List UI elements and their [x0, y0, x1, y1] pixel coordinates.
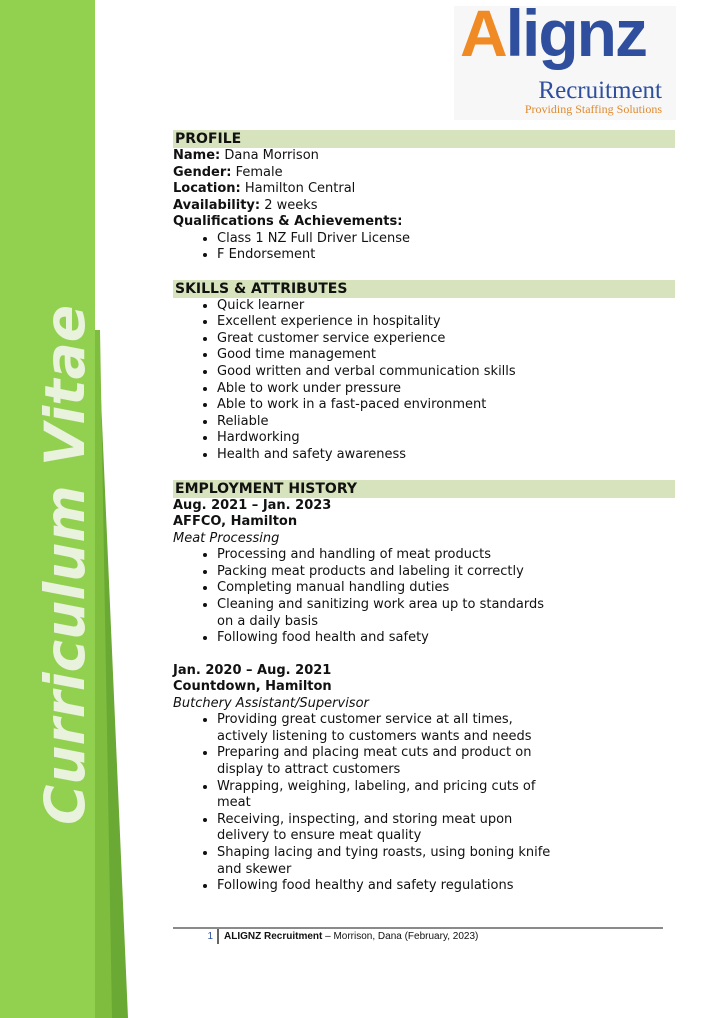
list-item: • Great customer service experience	[217, 331, 675, 348]
job-entry	[173, 663, 675, 895]
skills-heading: SKILLS & ATTRIBUTES	[173, 280, 675, 298]
list-item: • Following food health and safety	[217, 630, 557, 647]
list-item: • Providing great customer service at all times, actively listening to customers wants and needs	[217, 712, 557, 745]
profile-field: Name: Dana Morrison	[173, 148, 319, 163]
page-footer	[173, 929, 663, 945]
profile-fields	[173, 148, 675, 264]
employment-heading: EMPLOYMENT HISTORY	[173, 480, 675, 498]
page-number: 1	[207, 931, 213, 942]
list-item: • Reliable	[217, 414, 675, 431]
list-item: • Receiving, inspecting, and storing meat upon delivery to ensure meat quality	[217, 812, 557, 845]
logo-wordmark: Alignz	[460, 0, 646, 70]
profile-field: Gender: Female	[173, 164, 283, 180]
profile-field: Availability: 2 weeks	[173, 197, 318, 213]
list-item: • Health and safety awareness	[217, 447, 675, 464]
job-role: Butchery Assistant/Supervisor	[173, 695, 369, 711]
list-item: • Following food healthy and safety regulations	[217, 878, 557, 895]
job-employer: AFFCO, Hamilton	[173, 514, 298, 530]
job-dates: Jan. 2020 – Aug. 2021	[173, 662, 332, 678]
logo-tagline: Providing Staffing Solutions	[524, 102, 662, 116]
qualifications-list	[173, 231, 675, 264]
alignz-logo	[454, 0, 676, 120]
list-item: • Processing and handling of meat products	[217, 547, 557, 564]
list-item: • F Endorsement	[217, 247, 675, 264]
list-item: • Good time management	[217, 347, 675, 364]
curriculum-vitae-title: Curriculum Vitae	[33, 304, 97, 826]
sidebar-banner	[0, 0, 130, 1018]
list-item: • Good written and verbal communication skills	[217, 364, 675, 381]
list-item: • Quick learner	[217, 298, 675, 315]
job-dates: Aug. 2021 – Jan. 2023	[173, 497, 332, 513]
list-item: • Class 1 NZ Full Driver License	[217, 231, 675, 248]
skills-list	[173, 298, 675, 464]
list-item: • Cleaning and sanitizing work area up to standards on a daily basis	[217, 597, 557, 630]
list-item: • Preparing and placing meat cuts and product on display to attract customers	[217, 745, 557, 778]
job-employer: Countdown, Hamilton	[173, 679, 332, 695]
footer-text: ALIGNZ Recruitment – Morrison, Dana (February, 2023)	[224, 931, 479, 942]
list-item: • Able to work in a fast-paced environment	[217, 397, 675, 414]
qualifications-label: Qualifications & Achievements:	[173, 214, 403, 229]
list-item: • Excellent experience in hospitality	[217, 314, 675, 331]
profile-heading: PROFILE	[173, 130, 675, 148]
logo-subtitle: Recruitment	[538, 77, 662, 104]
list-item: • Able to work under pressure	[217, 381, 675, 398]
job-role: Meat Processing	[173, 530, 280, 546]
cv-content	[173, 130, 675, 895]
list-item: • Completing manual handling duties	[217, 580, 557, 597]
list-item: • Shaping lacing and tying roasts, using boning knife and skewer	[217, 845, 557, 878]
job-duties	[173, 712, 675, 895]
footer-separator	[217, 929, 219, 944]
list-item: • Packing meat products and labeling it correctly	[217, 564, 557, 581]
list-item: • Hardworking	[217, 430, 675, 447]
job-duties	[173, 547, 675, 647]
list-item: • Wrapping, weighing, labeling, and pricing cuts of meat	[217, 779, 557, 812]
job-entry	[173, 498, 675, 647]
profile-field: Location: Hamilton Central	[173, 181, 356, 196]
